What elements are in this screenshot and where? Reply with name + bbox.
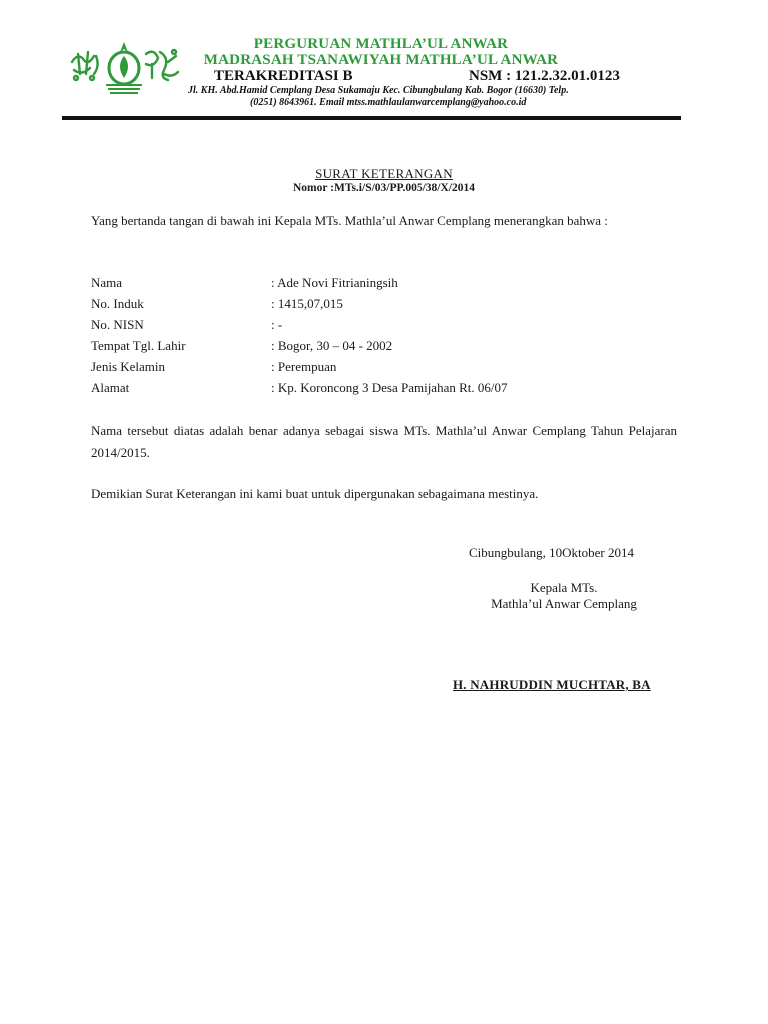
info-row [91,272,677,293]
statement-paragraph: Nama tersebut diatas adalah benar adanya sebagai siswa MTs. Mathla’ul Anwar Cemplang Tahun Pelajaran 2014/2015. [91,423,677,460]
intro-paragraph: Yang bertanda tangan di bawah ini Kepala MTs. Mathla’ul Anwar Cemplang menerangkan bahwa : [91,213,608,228]
accreditation-status: TERAKREDITASI B [214,68,353,84]
document-number: Nomor :MTs.i/S/03/PP.005/38/X/2014 [293,182,475,194]
info-label: Tempat Tgl. Lahir [91,338,186,353]
place-and-date: Cibungbulang, 10Oktober 2014 [469,545,635,560]
info-row [91,314,677,335]
info-label: Jenis Kelamin [91,359,166,374]
signer-name: H. NAHRUDDIN MUCHTAR, BA [453,677,651,692]
school-name: MADRASAH TSANAWIYAH MATHLA’UL ANWAR [203,52,559,68]
info-label: Alamat [91,380,130,395]
info-row [91,293,677,314]
info-label: No. Induk [91,296,144,311]
info-value: : Bogor, 30 – 04 - 2002 [271,338,393,353]
signer-position: Kepala MTs. [530,580,598,595]
info-value: : Ade Novi Fitrianingsih [271,275,398,290]
letterhead-divider [62,116,681,120]
document-title: SURAT KETERANGAN [315,166,453,181]
school-contact: (0251) 8643961. Email mtss.mathlaulanwarcemplang@yahoo.co.id [250,97,527,108]
signer-institution: Mathla’ul Anwar Cemplang [491,596,637,611]
school-registration-number: NSM : 121.2.32.01.0123 [469,68,620,84]
school-logo-icon [68,40,180,96]
info-label: No. NISN [91,317,144,332]
info-row [91,335,677,356]
closing-paragraph: Demikian Surat Keterangan ini kami buat untuk dipergunakan sebagaimana mestinya. [91,486,539,501]
info-row [91,356,677,377]
school-address: Jl. KH. Abd.Hamid Cemplang Desa Sukamaju Kec. Cibungbulang Kab. Bogor (16630) Telp. [188,85,569,96]
info-row [91,377,677,398]
info-value: : Kp. Koroncong 3 Desa Pamijahan Rt. 06/07 [271,380,508,395]
info-value: : - [271,317,283,332]
info-label: Nama [91,275,123,290]
student-info-list [91,272,677,398]
organization-name: PERGURUAN MATHLA’UL ANWAR [253,36,509,52]
info-value: : Perempuan [271,359,337,374]
info-value: : 1415,07,015 [271,296,343,311]
